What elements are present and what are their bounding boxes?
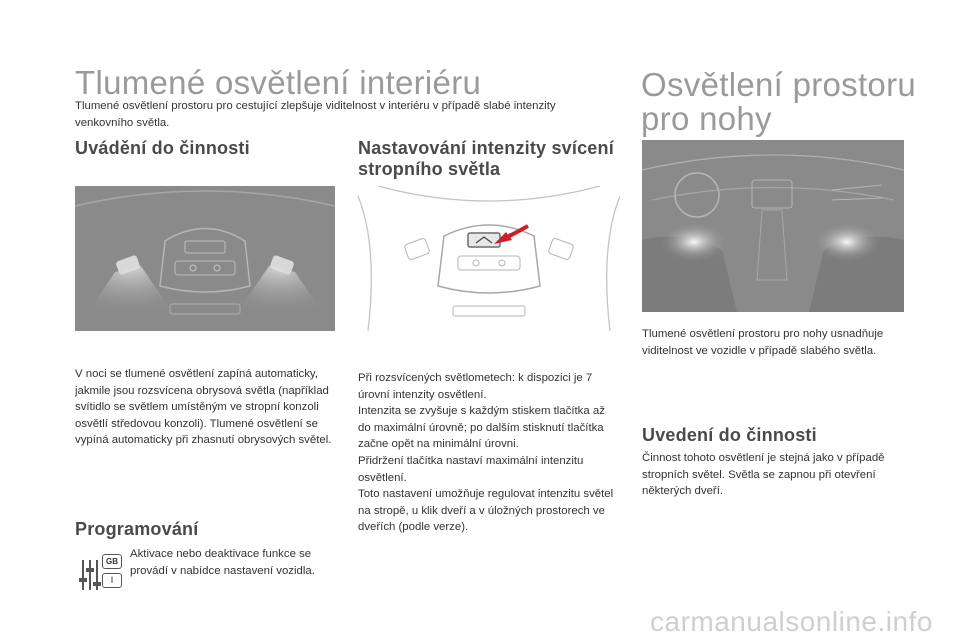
footwell-illustration (642, 140, 904, 312)
footwell-activation-text: Činnost tohoto osvětlení je stejná jako v případě stropních světel. Světla se zapnou při otevření některých dveří. (642, 452, 885, 498)
footwell-activation-heading: Uvedení do činnosti (642, 425, 817, 445)
programming-heading: Programování (75, 519, 199, 539)
page-title: Tlumené osvětlení interiéru (75, 64, 482, 101)
intensity-heading: Nastavování intenzity svícení stropního světla (358, 138, 614, 179)
ceiling-button-illustration (358, 186, 620, 331)
footwell-text: Tlumené osvětlení prostoru pro nohy usnadňuje viditelnost ve vozidle v případě slabého světla. (642, 328, 884, 357)
intensity-text: Při rozsvícených světlometech: k dispozici je 7 úrovní intenzity osvětlení. Intenzita se zvyšuje s každým stiskem tlačítka až do maximální úrovně; po dalším stisknutí tlačítka začne opět na minimální úrovni. Přidržení tlačítka nastaví maximální intenzitu osvětlení. Toto nastavení umožňuje regulovat intenzitu světel na stropě, u klik dveří a v úložných prostorech ve dveřích (podle verze). (358, 372, 614, 534)
intro-text: Tlumené osvětlení prostoru pro cestující zlepšuje viditelnost v interiéru v případě slabé intenzity venkovního světla. (75, 100, 556, 129)
footwell-title: Osvětlení prostoru pro nohy (641, 66, 917, 137)
ceiling-console-drawing (75, 186, 335, 331)
ceiling-console-night-illustration (75, 186, 335, 331)
gb-badge: GB (102, 554, 122, 569)
watermark-text: carmanualsonline.info (650, 606, 933, 637)
activation-heading: Uvádění do činnosti (75, 138, 250, 158)
activation-text: V noci se tlumené osvětlení zapíná automaticky, jakmile jsou rozsvícena obrysová světla (například svítidlo se světlem umístěným ve stropní konzoli osvětlí středovou konzoli). Tlumené osvětlení se vypíná automaticky při zhasnutí obrysových světel. (75, 368, 332, 447)
i-badge: I (102, 573, 122, 588)
footwell-drawing (642, 140, 904, 312)
programming-text: Aktivace nebo deaktivace funkce se provádí v nabídce nastavení vozidla. (130, 548, 315, 577)
ceiling-button-drawing (358, 186, 620, 331)
